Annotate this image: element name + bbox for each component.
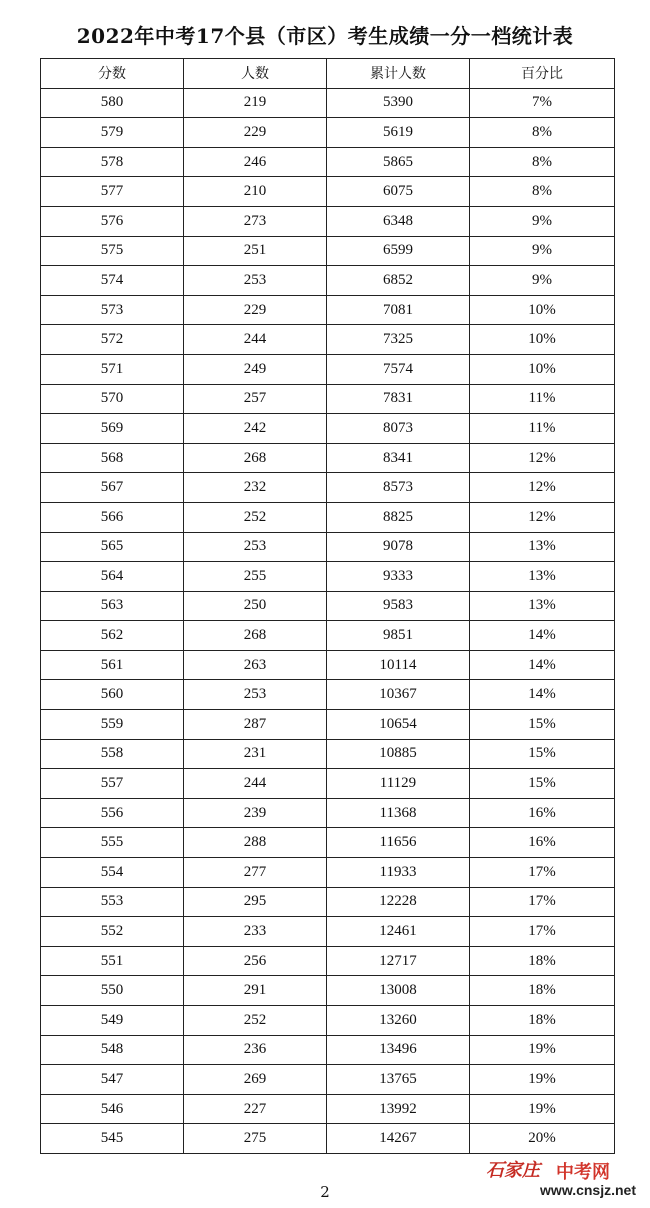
cell-count: 291	[184, 976, 327, 1006]
cell-cumulative: 8825	[327, 502, 470, 532]
table-row	[41, 710, 615, 740]
table-row	[41, 828, 615, 858]
cell-score: 564	[41, 562, 184, 592]
cell-percent: 13%	[470, 562, 615, 592]
cell-percent: 16%	[470, 828, 615, 858]
cell-score: 558	[41, 739, 184, 769]
cell-score: 570	[41, 384, 184, 414]
cell-percent: 9%	[470, 266, 615, 296]
column-header-score: 分数	[41, 59, 184, 89]
cell-cumulative: 5390	[327, 88, 470, 118]
cell-score: 545	[41, 1124, 184, 1154]
cell-score: 550	[41, 976, 184, 1006]
cell-percent: 9%	[470, 206, 615, 236]
table-row	[41, 443, 615, 473]
cell-count: 219	[184, 88, 327, 118]
cell-count: 263	[184, 650, 327, 680]
cell-cumulative: 8341	[327, 443, 470, 473]
cell-count: 236	[184, 1035, 327, 1065]
cell-cumulative: 6852	[327, 266, 470, 296]
cell-percent: 14%	[470, 621, 615, 651]
cell-count: 210	[184, 177, 327, 207]
cell-score: 552	[41, 917, 184, 947]
cell-percent: 10%	[470, 354, 615, 384]
cell-score: 555	[41, 828, 184, 858]
table-row	[41, 946, 615, 976]
cell-percent: 15%	[470, 739, 615, 769]
table-row	[41, 295, 615, 325]
cell-cumulative: 14267	[327, 1124, 470, 1154]
table-header-row	[41, 59, 615, 89]
cell-percent: 12%	[470, 473, 615, 503]
table-row	[41, 384, 615, 414]
cell-cumulative: 7574	[327, 354, 470, 384]
cell-count: 244	[184, 325, 327, 355]
table-row	[41, 621, 615, 651]
cell-percent: 12%	[470, 443, 615, 473]
cell-score: 556	[41, 798, 184, 828]
cell-score: 569	[41, 414, 184, 444]
table-row	[41, 1065, 615, 1095]
cell-score: 561	[41, 650, 184, 680]
table-row	[41, 739, 615, 769]
cell-score: 574	[41, 266, 184, 296]
cell-count: 227	[184, 1094, 327, 1124]
table-row	[41, 266, 615, 296]
cell-count: 288	[184, 828, 327, 858]
cell-count: 242	[184, 414, 327, 444]
cell-count: 275	[184, 1124, 327, 1154]
watermark-url: www.cnsjz.net	[540, 1182, 636, 1198]
cell-count: 251	[184, 236, 327, 266]
cell-count: 229	[184, 295, 327, 325]
cell-percent: 19%	[470, 1035, 615, 1065]
cell-score: 554	[41, 858, 184, 888]
table-row	[41, 118, 615, 148]
cell-count: 269	[184, 1065, 327, 1095]
cell-score: 572	[41, 325, 184, 355]
cell-cumulative: 9851	[327, 621, 470, 651]
cell-percent: 8%	[470, 177, 615, 207]
cell-percent: 11%	[470, 384, 615, 414]
cell-cumulative: 6599	[327, 236, 470, 266]
watermark	[486, 1156, 636, 1204]
column-header-count: 人数	[184, 59, 327, 89]
cell-percent: 15%	[470, 710, 615, 740]
table-row	[41, 858, 615, 888]
table-row	[41, 917, 615, 947]
cell-score: 578	[41, 147, 184, 177]
cell-cumulative: 9078	[327, 532, 470, 562]
cell-count: 268	[184, 443, 327, 473]
cell-score: 566	[41, 502, 184, 532]
cell-percent: 16%	[470, 798, 615, 828]
cell-cumulative: 10367	[327, 680, 470, 710]
cell-cumulative: 9333	[327, 562, 470, 592]
cell-cumulative: 12228	[327, 887, 470, 917]
cell-cumulative: 11368	[327, 798, 470, 828]
table-row	[41, 798, 615, 828]
cell-count: 246	[184, 147, 327, 177]
cell-score: 557	[41, 769, 184, 799]
cell-score: 575	[41, 236, 184, 266]
cell-count: 231	[184, 739, 327, 769]
cell-count: 268	[184, 621, 327, 651]
table-row	[41, 1124, 615, 1154]
cell-count: 277	[184, 858, 327, 888]
table-row	[41, 1094, 615, 1124]
table-row	[41, 473, 615, 503]
cell-cumulative: 13008	[327, 976, 470, 1006]
table-row	[41, 325, 615, 355]
cell-cumulative: 11129	[327, 769, 470, 799]
table-row	[41, 206, 615, 236]
cell-count: 232	[184, 473, 327, 503]
table-body	[41, 88, 615, 1153]
cell-count: 239	[184, 798, 327, 828]
score-distribution-table	[40, 58, 615, 1154]
cell-cumulative: 7831	[327, 384, 470, 414]
cell-percent: 19%	[470, 1065, 615, 1095]
cell-cumulative: 13260	[327, 1006, 470, 1036]
cell-count: 233	[184, 917, 327, 947]
cell-cumulative: 13496	[327, 1035, 470, 1065]
cell-score: 559	[41, 710, 184, 740]
cell-count: 253	[184, 680, 327, 710]
cell-percent: 10%	[470, 295, 615, 325]
cell-cumulative: 13992	[327, 1094, 470, 1124]
cell-count: 249	[184, 354, 327, 384]
cell-score: 548	[41, 1035, 184, 1065]
cell-score: 568	[41, 443, 184, 473]
cell-score: 562	[41, 621, 184, 651]
cell-cumulative: 8573	[327, 473, 470, 503]
page-title: 2022年中考17个县（市区）考生成绩一分一档统计表	[76, 24, 574, 48]
cell-score: 577	[41, 177, 184, 207]
cell-percent: 20%	[470, 1124, 615, 1154]
cell-score: 546	[41, 1094, 184, 1124]
cell-count: 255	[184, 562, 327, 592]
cell-cumulative: 10114	[327, 650, 470, 680]
cell-count: 257	[184, 384, 327, 414]
cell-percent: 18%	[470, 976, 615, 1006]
cell-count: 229	[184, 118, 327, 148]
cell-percent: 13%	[470, 532, 615, 562]
cell-count: 253	[184, 266, 327, 296]
cell-percent: 17%	[470, 917, 615, 947]
cell-count: 253	[184, 532, 327, 562]
cell-score: 549	[41, 1006, 184, 1036]
cell-percent: 14%	[470, 650, 615, 680]
cell-percent: 9%	[470, 236, 615, 266]
cell-score: 565	[41, 532, 184, 562]
cell-percent: 18%	[470, 1006, 615, 1036]
cell-percent: 19%	[470, 1094, 615, 1124]
cell-score: 579	[41, 118, 184, 148]
cell-count: 287	[184, 710, 327, 740]
table-row	[41, 414, 615, 444]
cell-score: 551	[41, 946, 184, 976]
watermark-brand: 中考网	[556, 1162, 610, 1183]
cell-count: 244	[184, 769, 327, 799]
cell-score: 576	[41, 206, 184, 236]
cell-cumulative: 9583	[327, 591, 470, 621]
cell-score: 547	[41, 1065, 184, 1095]
cell-percent: 13%	[470, 591, 615, 621]
table-row	[41, 591, 615, 621]
cell-percent: 12%	[470, 502, 615, 532]
cell-percent: 10%	[470, 325, 615, 355]
cell-cumulative: 6075	[327, 177, 470, 207]
table-row	[41, 502, 615, 532]
cell-count: 256	[184, 946, 327, 976]
cell-score: 567	[41, 473, 184, 503]
table-row	[41, 354, 615, 384]
cell-cumulative: 8073	[327, 414, 470, 444]
table-row	[41, 532, 615, 562]
table-row	[41, 147, 615, 177]
cell-count: 252	[184, 1006, 327, 1036]
cell-cumulative: 12717	[327, 946, 470, 976]
cell-percent: 14%	[470, 680, 615, 710]
cell-percent: 15%	[470, 769, 615, 799]
cell-cumulative: 11656	[327, 828, 470, 858]
cell-score: 560	[41, 680, 184, 710]
cell-cumulative: 7325	[327, 325, 470, 355]
cell-score: 573	[41, 295, 184, 325]
cell-score: 553	[41, 887, 184, 917]
column-header-percent: 百分比	[470, 59, 615, 89]
cell-percent: 7%	[470, 88, 615, 118]
cell-cumulative: 7081	[327, 295, 470, 325]
table-row	[41, 562, 615, 592]
cell-count: 252	[184, 502, 327, 532]
cell-cumulative: 5865	[327, 147, 470, 177]
table-row	[41, 887, 615, 917]
cell-cumulative: 10885	[327, 739, 470, 769]
page-number: 2	[320, 1183, 330, 1201]
cell-cumulative: 10654	[327, 710, 470, 740]
cell-score: 563	[41, 591, 184, 621]
cell-score: 571	[41, 354, 184, 384]
cell-percent: 11%	[470, 414, 615, 444]
cell-score: 580	[41, 88, 184, 118]
cell-cumulative: 6348	[327, 206, 470, 236]
cell-count: 250	[184, 591, 327, 621]
cell-percent: 8%	[470, 147, 615, 177]
cell-count: 273	[184, 206, 327, 236]
table-row	[41, 650, 615, 680]
table-row	[41, 680, 615, 710]
cell-percent: 8%	[470, 118, 615, 148]
cell-cumulative: 13765	[327, 1065, 470, 1095]
table-row	[41, 1035, 615, 1065]
cell-percent: 17%	[470, 887, 615, 917]
cell-cumulative: 11933	[327, 858, 470, 888]
watermark-logo: 石家庄	[486, 1160, 540, 1181]
cell-cumulative: 12461	[327, 917, 470, 947]
cell-percent: 18%	[470, 946, 615, 976]
table-row	[41, 236, 615, 266]
cell-count: 295	[184, 887, 327, 917]
column-header-cumulative: 累计人数	[327, 59, 470, 89]
cell-cumulative: 5619	[327, 118, 470, 148]
table-row	[41, 1006, 615, 1036]
table-row	[41, 976, 615, 1006]
cell-percent: 17%	[470, 858, 615, 888]
table-row	[41, 88, 615, 118]
table-row	[41, 177, 615, 207]
table-row	[41, 769, 615, 799]
